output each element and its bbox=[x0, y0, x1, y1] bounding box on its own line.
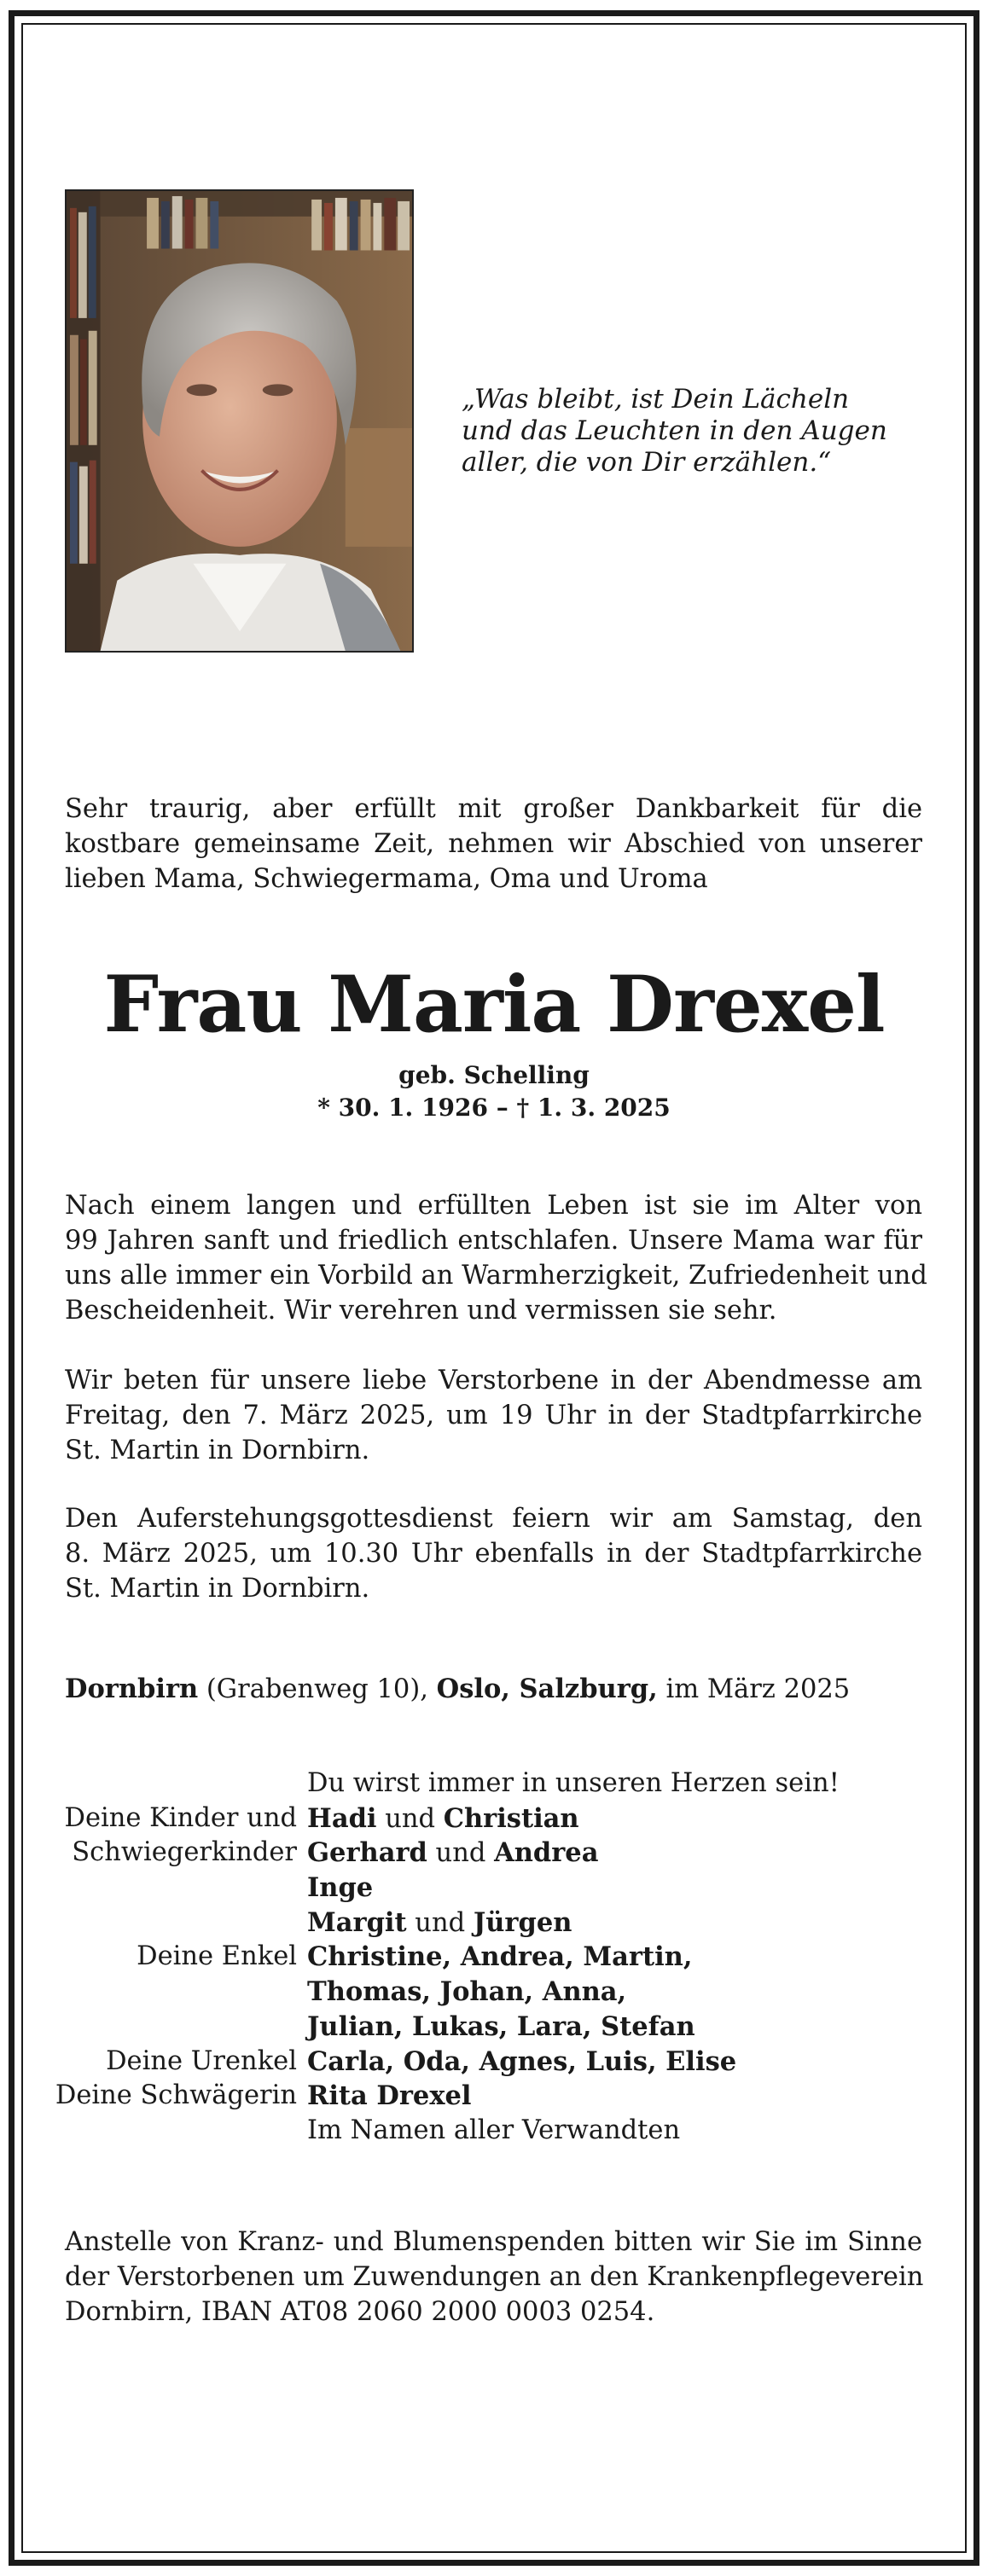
family-list bbox=[26, 1767, 840, 2149]
maiden-name: geb. Schelling bbox=[398, 1061, 590, 1089]
intro-line: Sehr traurig, aber erfüllt mit großer Dankbarkeit für die bbox=[65, 794, 922, 824]
family-row bbox=[26, 2010, 840, 2045]
body-line: Nach einem langen und erfüllten Leben ist sie im Alter von bbox=[65, 1191, 922, 1221]
life-dates: * 30. 1. 1926 – † 1. 3. 2025 bbox=[317, 1094, 671, 1122]
portrait-photo bbox=[65, 189, 414, 653]
place-and-date bbox=[65, 1672, 850, 1707]
family-name: Margit bbox=[307, 1906, 407, 1938]
family-name: Hadi bbox=[307, 1802, 377, 1834]
body-line: uns alle immer ein Vorbild an Warmherzigkeit, Zufriedenheit und bbox=[65, 1261, 927, 1291]
body-line: Freitag, den 7. März 2025, um 19 Uhr in der Stadtpfarrkirche bbox=[65, 1401, 922, 1430]
family-row bbox=[26, 1836, 840, 1871]
family-relatives: Im Namen aller Verwandten bbox=[307, 2115, 681, 2145]
family-row bbox=[26, 1940, 840, 1975]
body-paragraph-1 bbox=[65, 1188, 927, 1328]
body-line: Wir beten für unsere liebe Verstorbene in der Abendmesse am bbox=[65, 1366, 922, 1395]
deceased-name: Frau Maria Drexel bbox=[103, 960, 885, 1050]
quote-line: aller, die von Dir erzählen.“ bbox=[462, 447, 832, 478]
family-label: Deine Schwägerin bbox=[55, 2080, 297, 2111]
family-name: Rita Drexel bbox=[307, 2080, 472, 2112]
body-line: St. Martin in Dornbirn. bbox=[65, 1436, 370, 1465]
donation-paragraph bbox=[65, 2225, 922, 2329]
family-row bbox=[26, 1801, 840, 1836]
family-row bbox=[26, 2079, 840, 2114]
family-label: Deine Urenkel bbox=[106, 2045, 297, 2076]
donation-line: der Verstorbenen um Zuwendungen an den Krankenpflegeverein bbox=[65, 2262, 924, 2292]
family-name: Gerhard bbox=[307, 1837, 427, 1869]
family-row bbox=[26, 1975, 840, 2010]
memorial-quote bbox=[462, 384, 905, 479]
family-name: Thomas, Johan, Anna, bbox=[307, 1976, 627, 2008]
family-name: Christine, Andrea, Martin, bbox=[307, 1941, 693, 1973]
place-date: im März 2025 bbox=[657, 1674, 851, 1704]
donation-line: Anstelle von Kranz- und Blumenspenden bitten wir Sie im Sinne bbox=[65, 2227, 922, 2257]
family-motto: Du wirst immer in unseren Herzen sein! bbox=[307, 1768, 840, 1798]
family-row bbox=[26, 1906, 840, 1941]
family-row bbox=[26, 1767, 840, 1801]
body-paragraph-2 bbox=[65, 1363, 922, 1468]
body-line: St. Martin in Dornbirn. bbox=[65, 1574, 370, 1604]
family-connector: und bbox=[376, 1803, 444, 1834]
body-paragraph-3 bbox=[65, 1501, 922, 1606]
family-row bbox=[26, 2045, 840, 2080]
family-name: Christian bbox=[443, 1802, 579, 1834]
family-label: Deine Enkel bbox=[137, 1941, 297, 1972]
body-line: 8. März 2025, um 10.30 Uhr ebenfalls in der Stadtpfarrkirche bbox=[65, 1539, 922, 1569]
intro-line: lieben Mama, Schwiegermama, Oma und Uroma bbox=[65, 864, 708, 894]
family-name: Carla, Oda, Agnes, Luis, Elise bbox=[307, 2045, 737, 2077]
family-label: Deine Kinder und bbox=[64, 1802, 297, 1833]
body-line: Bescheidenheit. Wir verehren und vermissen sie sehr. bbox=[65, 1296, 777, 1326]
place-cities: Oslo, Salzburg, bbox=[436, 1674, 658, 1704]
body-line: 99 Jahren sanft und friedlich entschlafen. Unsere Mama war für bbox=[65, 1226, 922, 1256]
family-name: Julian, Lukas, Lara, Stefan bbox=[307, 2010, 695, 2042]
intro-paragraph bbox=[65, 792, 922, 896]
family-row bbox=[26, 2114, 840, 2149]
intro-line: kostbare gemeinsame Zeit, nehmen wir Abschied von unserer bbox=[65, 829, 922, 859]
family-row bbox=[26, 1871, 840, 1906]
place-city: Dornbirn bbox=[65, 1674, 199, 1704]
family-name: Inge bbox=[307, 1872, 374, 1904]
family-connector: und bbox=[427, 1838, 495, 1869]
quote-line: und das Leuchten in den Augen bbox=[462, 415, 887, 446]
donation-line: Dornbirn, IBAN AT08 2060 2000 0003 0254. bbox=[65, 2297, 655, 2327]
family-name: Jürgen bbox=[473, 1906, 572, 1938]
family-label: Schwiegerkinder bbox=[72, 1837, 297, 1868]
place-address: (Grabenweg 10), bbox=[198, 1674, 437, 1704]
family-name: Andrea bbox=[494, 1837, 599, 1869]
body-line: Den Auferstehungsgottesdienst feiern wir am Samstag, den bbox=[65, 1504, 922, 1534]
family-connector: und bbox=[406, 1907, 474, 1938]
quote-line: „Was bleibt, ist Dein Lächeln bbox=[462, 384, 850, 415]
